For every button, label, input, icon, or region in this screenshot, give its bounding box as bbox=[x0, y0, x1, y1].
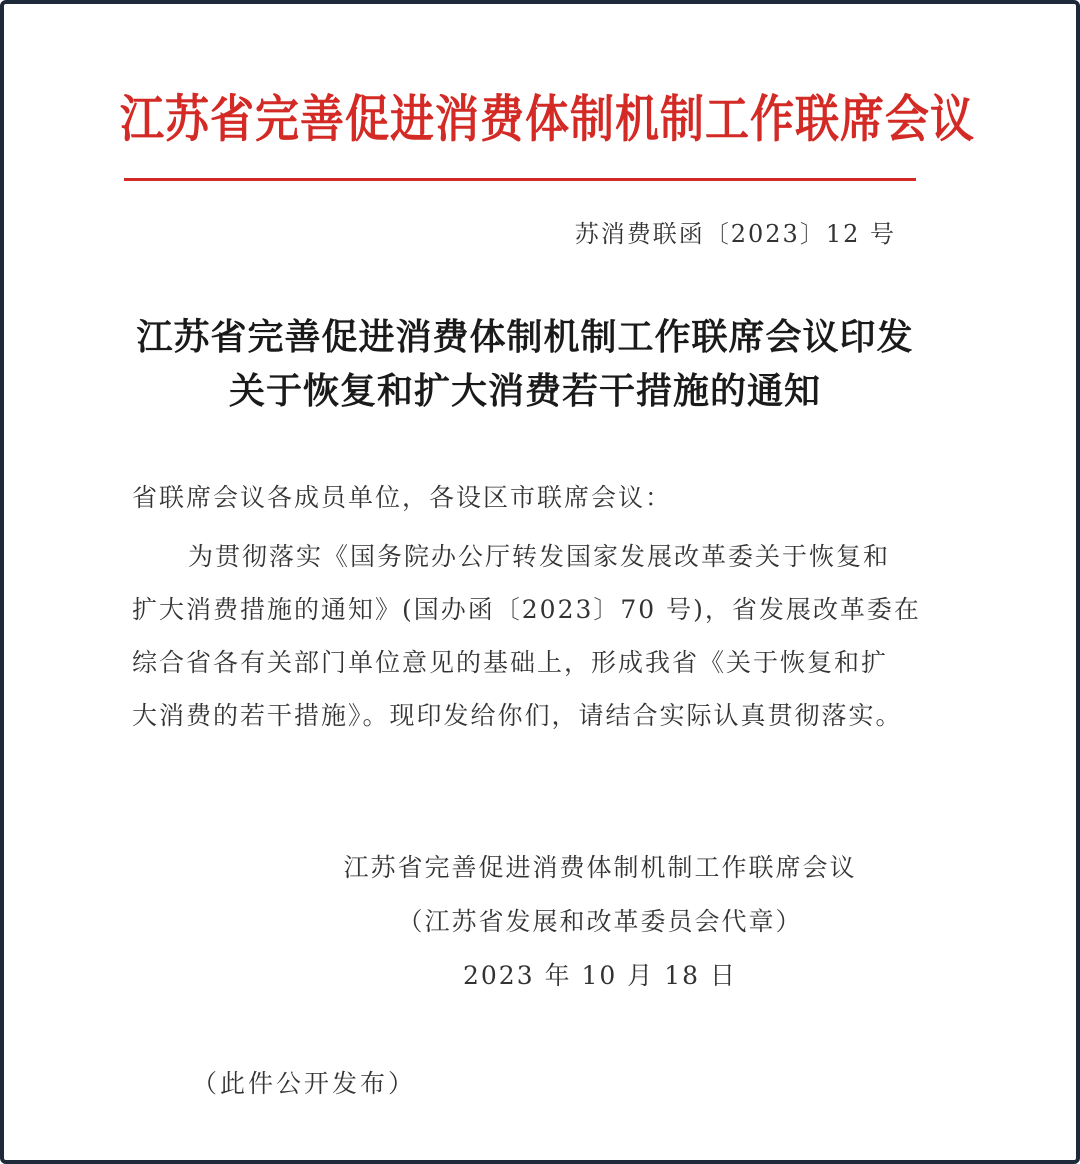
body-line: 为贯彻落实《国务院办公厅转发国家发展改革委关于恢复和 bbox=[188, 542, 891, 571]
document-number: 苏消费联函〔2023〕12 号 bbox=[574, 220, 896, 248]
signature-organization: 江苏省完善促进消费体制机制工作联席会议 bbox=[343, 853, 857, 882]
publish-note: （此件公开发布） bbox=[192, 1069, 417, 1098]
body-line: 扩大消费措施的通知》(国办函〔2023〕70 号)，省发展改革委在 bbox=[132, 595, 921, 624]
body-line: 综合省各有关部门单位意见的基础上，形成我省《关于恢复和扩 bbox=[132, 648, 889, 677]
notice-title bbox=[100, 310, 950, 418]
issuer-title: 江苏省完善促进消费体制机制工作联席会议 bbox=[120, 90, 975, 150]
body-line: 大消费的若干措施》。现印发给你们，请结合实际认真贯彻落实。 bbox=[132, 701, 903, 730]
notice-title-line-2: 关于恢复和扩大消费若干措施的通知 bbox=[228, 370, 821, 412]
red-header-rule bbox=[124, 178, 916, 181]
signature-seal-note: （江苏省发展和改革委员会代章） bbox=[397, 907, 803, 936]
body-paragraph bbox=[132, 530, 932, 742]
signature-date: 2023 年 10 月 18 日 bbox=[463, 961, 737, 990]
addressee: 省联席会议各成员单位，各设区市联席会议： bbox=[132, 483, 673, 512]
notice-title-line-1: 江苏省完善促进消费体制机制工作联席会议印发 bbox=[136, 316, 914, 358]
